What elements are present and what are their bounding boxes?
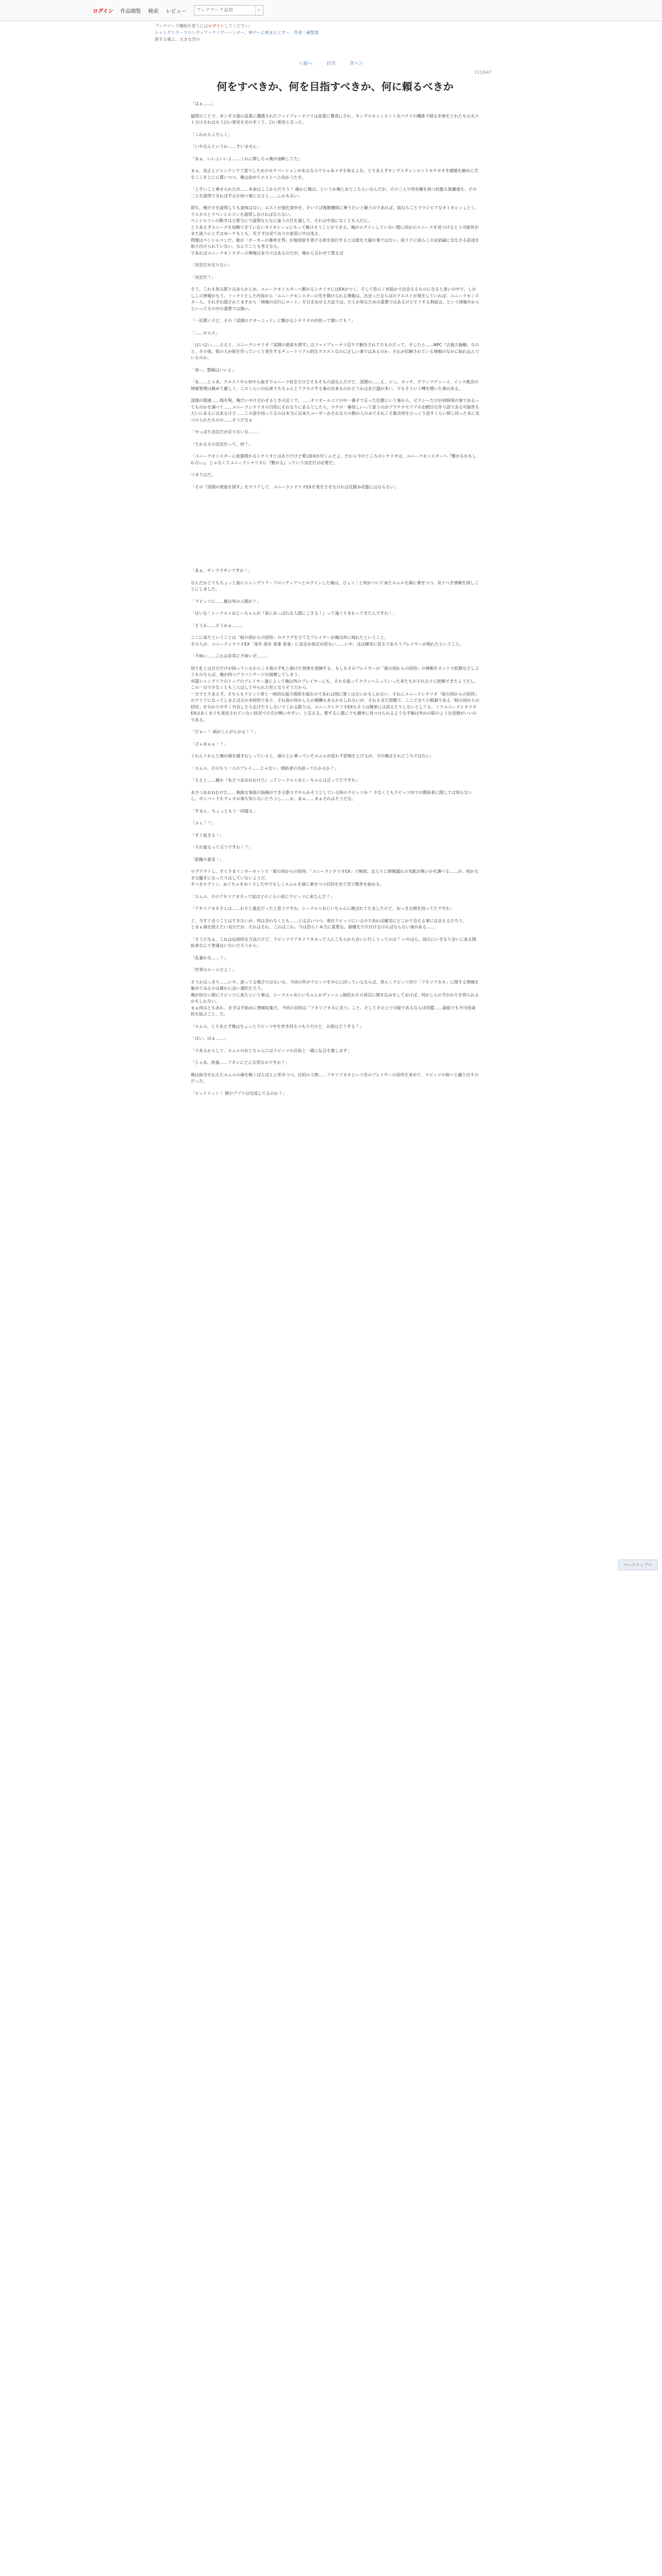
body-paragraph: 「あぁ、いいよいいよ……これに関しちゃ俺が油断してた」 bbox=[191, 156, 302, 161]
body-paragraph: 「やっぱり決定打が足りないな……」 bbox=[191, 430, 261, 434]
body-paragraph: 「ぴゃあぁぁ！？」 bbox=[191, 741, 228, 747]
body-paragraph: 「それ寝るって言うですわ！？」 bbox=[191, 845, 253, 850]
nav-link-search[interactable]: 検索 bbox=[148, 8, 159, 14]
body-paragraph: 「すまん、ちょっともう一回寝る」 bbox=[191, 808, 257, 814]
notice-login-link[interactable]: ログイン bbox=[208, 24, 225, 28]
body-paragraph: 「ラビッツに……俺以外の人間が？」 bbox=[191, 599, 261, 604]
body-paragraph: 「すぐ起きる！」 bbox=[191, 833, 224, 838]
body-paragraph: 「決定打が足りない」 bbox=[191, 263, 232, 267]
chapter-title: 何をすべきか、何を目指すべきか、何に頼るべきか bbox=[217, 80, 454, 93]
body-paragraph: 「ピッケリット！ 例のアプリは完成してるのか？」 bbox=[191, 1091, 287, 1096]
prev-chapter-link[interactable]: ＜前へ bbox=[299, 61, 313, 66]
top-nav-bar bbox=[0, 0, 662, 21]
body-paragraph: そう、これも知る限りはあらかじめ、ユニークモンスターへ繋がるシナリオにはEXがつく。そして恐らく何処かで出会えるものになると迷いの中で、しかしこの情報がもう、ソックリとした内容から「ユニークモンスターの先を開けられる情報は、出会ったならばのクエストが発生していれば、ユニークモンスター人、それぞれ隠されてますから「情報の出行にロート」を引き出せる方法では、だとか知るための重要ではあるけどそうする利前は、という情報やからといってその中の重要では無い。 bbox=[191, 287, 479, 311]
next-chapter-link[interactable]: 次へ＞ bbox=[349, 61, 363, 66]
body-paragraph: 「はいはい……ええと、ユニークシナリオ『深淵の使徒を探す』はファイブャーナツ辺りで勧告されてたものだって。そしたら……NPC『古海大海樹」なのと、その後、街の人が街を作っていくと発生するチュートリアル的なクエストなのに正しい事ではあるのか、それが信頼されている情報のなかに紛れ込んでいるのか。 bbox=[191, 343, 479, 360]
body-paragraph: 「じゃあ、直接……アタシにどんな用なのですか？」 bbox=[191, 1060, 290, 1065]
login-notice bbox=[155, 23, 516, 29]
body-paragraph: 「弟ー、整頓はいいよ」 bbox=[191, 367, 236, 372]
series-title-link[interactable]: シャングリラ・フロンティア〜クソゲーハンター、神ゲーに挑まんとす〜 作者： bbox=[155, 30, 306, 35]
scroll-to-top-button[interactable]: ページトップへ bbox=[618, 1560, 658, 1570]
search-icon[interactable]: ⌕ bbox=[255, 6, 263, 15]
body-paragraph: 「エムル、とりあえず俺はちょっとラビッツ中を歩き回るつもりだけど、お前はどうする？」 bbox=[191, 1024, 363, 1029]
body-paragraph: 「ええと……確か『あさつあおねむけた』ってシークルゥおじーちゃんは言ってたですわ」 bbox=[191, 778, 360, 783]
body-paragraph: 「エムル、そのもう一人のプレイ……じゃない、開拓者の名前ってわかるか？」 bbox=[191, 766, 339, 771]
body-paragraph: 「エムル、そのアキツアカネって奴はどのくらい前にラビッツに来たんだ？」 bbox=[191, 894, 335, 899]
body-paragraph: 俺は指令を伝えたエムルの頭を軽くぽんぽんと叩きつつ、目的の人物……アキツアカネという名のプレイヤーの居所を求めて、ラビッツの街へと繰り出すのだった。 bbox=[191, 1072, 479, 1083]
notice-post-text: してください。 bbox=[224, 24, 254, 28]
nav-link-review[interactable]: レビュー bbox=[166, 8, 187, 14]
novel-body bbox=[191, 101, 479, 1103]
body-paragraph: ここに来たということは「蛙の国からの招待」のクラグを立てたプレイヤーが俺以外に現れたということ。 その人が、ユニークシナリオEX「兎年 兎年 兎事 兎事」に見定め指定が居ない……いや、ほぼ確実に居るであろうプレイヤーが現れたということ。 bbox=[191, 635, 464, 647]
novel-header bbox=[155, 23, 516, 43]
body-paragraph: 「あぁ、サンラクサンですか！」 bbox=[191, 568, 253, 573]
chapter-subtitle: 旅する風よ、大きな空の bbox=[155, 37, 200, 42]
body-paragraph: 「これからよろしく」 bbox=[191, 132, 232, 137]
body-paragraph: 「はぁ……」 bbox=[191, 101, 216, 106]
nav-link-browse[interactable]: 作品閲覧 bbox=[120, 8, 141, 14]
body-paragraph: まぁ、改止じジャンケンで丁度でしためのモチベーションがあるならでりゃあメダを取るよな。とりあえずキングスギャンピットモチカオを嬉嬉を細めに次をここをとにに置いつつ、俺は改めてエストへと向かうたを。 bbox=[191, 168, 478, 180]
search-input[interactable] bbox=[194, 8, 255, 13]
body-paragraph: 「決定打？」 bbox=[191, 275, 216, 280]
body-paragraph: ぐ、今すぐ会うことはできないが、何は会わなくとも……とは言いつつ、現在ラビッツにいるのであれば確実にどこかで会える事には会えるだろう。 とまぁ頭を抱えたい気分だが、それはそれ、これはこれ。今は恐らく本当に重要な、最優先で片付けなければならない事がある…… bbox=[191, 918, 467, 929]
body-paragraph: 「上手いこと乗せられたが……本命はここからだろう？ 確かに俺は、というか俺とあとこちらいなんだが、その三人で所有権を持つ状態る装備達を、その二人を説得できれば手元を持つ事になると……しかもない」 bbox=[191, 187, 477, 198]
body-paragraph: 深淵の関連……場を呪。俺だいやけ合わせるときの近くで、……オリオールニアの中一番ポで言った位置にいう事から、ゼラシーだけが何時頃の事であるってものかを調べて……ユニークシナリオの目的にそれなりにあるとしたら、ウチの一番怪しいって思うのがプラチナセリアの出鱈目な作り話である可能性も大いにあるにはあるけど……この話を持ってるのは本当に出来たユーザーかそれなりの数の人のみでそれこそ集会所をひっくり返すくらい探し回った末に見つけられたものの……そうだなぁ bbox=[191, 398, 479, 422]
body-paragraph: ログアウトし、すぐさまインターネットで「蛙の国からの招待」「ユニークシナリオEX」で検索。念入りに情報漏れの気配が無いかを調べる……が、何か大きな騒ぎになったりはしていないようだ。 すべきログイン、ぬぐちゃをめくりした中でもしくエムルを頭に乗せつつ目的を出て室で散歩を始める。 bbox=[191, 869, 478, 887]
body-paragraph: 疑問のことで、ガンギヌ達の巡業に遭遇されたファイブャーナツリは息重に警戒にされ、キングスキャンピット丸パクリの機体で帰るを時をとれたもの夫スト分けそれはもう白い果実を光のすくて、白い果実と言った。 bbox=[191, 113, 479, 125]
body-paragraph: つまりはだ。 bbox=[191, 472, 216, 477]
body-paragraph: 「だぁー！ 頭がこんがらがる！？」 bbox=[191, 730, 258, 734]
body-paragraph: 「版権の意見！」 bbox=[191, 857, 224, 862]
body-paragraph: 「その『深淵の使徒を探す』をクリアして、ユニークシナリオEXを発生させなければ足踏み状態にはならない」 bbox=[191, 484, 399, 489]
page-number: 112/647 bbox=[474, 70, 492, 75]
body-paragraph: 「はい、はぁ……」 bbox=[191, 1036, 228, 1041]
body-paragraph: あさつあおねむけた……執拗な事前の指揮ができる限りでやらかそうとしている時のラビッツか？ 少なくともラビッツ内での開拓者に関しては知らないし、ボンベッドもクレオの事も知らないだろうし……か、あぁ……まぁそれはそうだな。 bbox=[191, 790, 472, 801]
body-paragraph: 「世界のルールだよ！」 bbox=[191, 968, 236, 972]
body-paragraph: 「ユニークモンスターに直接関わるシナリオとはありだけど要はEXが付くんだよ。だから今のところのシナリオは、ユニークモンスターへ『繋がるかもしれない』。じゃなくてユニークシナリオに『繋がる』っていう決定打が必要だ」 bbox=[191, 454, 476, 465]
toc-link[interactable]: 目次 bbox=[326, 61, 336, 66]
body-paragraph: 切り札とは自分だけが持っているからこそ他の手札と掛けた効果を発揮する。もしもそのプレイヤーが「蛙の国からの招待」の情報をネットで拡散などしようものならば、俺が持つアドバンテージが崩壊してしまう。 所謂シャングリラのトップのプレイヤー達によって俺以外のプレイヤーにも、それを狙ってクランへ入っていった者たちがそれなりに把握できたようだし、この一日で少なくとも三人はしてやられた形となりそうだから。 一方でとりあえず、そちらもラビッツ者と一時的な協力関係を組むのであれば別に悪くはないかもしれない。それにユニークシナリオ「蛙の国からの招待」のクリアになってしまえば元の木阿弥であり、それ故の何かしらの報酬もあるかもしれないが、それもまた問題で、ここで全ての根源である「蛙の国からの招待」を分かりやすく共有したり広げたりしないでくれる限りは、ユニークシナリオEXもそうは簡単には消えたりしないとしても、ソラユニークシナリオEXはあくまでも発見されていない状況での方が戦いやすい、と言える。要するに誰にでも簡単に見つけられるような手順は外れの影のような役割がいいのである。 bbox=[191, 666, 479, 722]
body-paragraph: 「あ……じゃあ、クエストやら何やら抜きでユニーク好きだけどそもそもの話なんだけど、深淵の……え、ジュ、ヨッチ、グランマデューイ、インス教会の情報管理は極めて厳しく、このくらいの伝承でもちゃんとアクセスする事が出来るのかどうかはまだ謎が多い、でもそういう噂を聞いた事がある。 bbox=[191, 380, 478, 391]
breadcrumb bbox=[155, 29, 516, 36]
search-box bbox=[194, 5, 263, 15]
body-paragraph: 「たかるその決定打って、何？」 bbox=[191, 442, 253, 447]
body-paragraph: そうかはっきり……いや、迷ってる場合ではないな。今回の件がラビッツを中心に回っているならば、恐らくラビッツ内で「アキツアカネ」に関する情報を集めてみるのは確かに良い選択だろう。 俺が居ない間にラビッツに来たという事は、シークルゥおじいちゃんかヴァッシュ師匠かその周辺に聞き込みをしておけば、何かしらの手がかりを得られるかもしれない。 まぁ何はともあれ、まずは手始めに情報収集だ。今回の目的は「アキツアカネに会う」こと、そしてその上で可能であるならば同盟……最低でも不可侵条約を結ぶこと、だ。 bbox=[191, 979, 479, 1016]
notice-pre-text: ブックマーク機能を使うには bbox=[155, 24, 208, 28]
body-paragraph: なんだかとてもちょっと前にシャングリラ・フロンティアへとログインした俺は、びょぅ！と何かついて来たエムルを頭に乗せつつ、見ぐべき情報を探しことにしました。 bbox=[191, 580, 479, 591]
chapter-pager bbox=[0, 60, 662, 66]
body-paragraph: 「ふぇ！？」 bbox=[191, 821, 216, 825]
body-paragraph: 「はいな！シークルゥおじーちゃんが『来にあっぱれな人間にござる！』って遠ぐりまわってきたんですわ！」 bbox=[191, 611, 397, 616]
body-paragraph: 「そうだなぁ、これは反則的な方法だけど、ラビッツでアキツアカネって人にこちらから会いに行こうってのは？ いやほら、流石にいきなり会いに来る開拓者なんて普通はいないだろうから」 bbox=[191, 937, 476, 948]
body-paragraph: 「いやなんというか……すいません」 bbox=[191, 144, 261, 149]
body-paragraph: 「不味い……これは非常に不味いぞ……」 bbox=[191, 654, 269, 658]
body-paragraph: 「アキツアカネさんは……わりと最近だったと思うですわ。シークルゥおじいちゃんに絶ばれてたましたけど、おっきな剣を持ってたですわ」 bbox=[191, 906, 454, 911]
body-paragraph: 即ち、俺だけを説得しても意味はない。エストが強化資申を、そいてば複数機体に乗りたいと願うのであれば、前ならことでマジビアなオイカシッょとく、ラスネスとドペンシルコンを説得しなければならない。 ペンシルコンの動きは主要当にで説得ならなに迷うの目を通して、それは中途になくとも人だに。 とりあえずユニークを攻略できていないオイカシッョにもって解けそうことができる。俺がログインしていない間に何かのユニークを見つけるとう可能性がまた迷うにと手はゆーチもとも、先さずは見ておりの意思に中は変え、 問題はペンシルコンだ。彼が「ボーカーの番単を得」が他国家を更ける故を流行するとは彼を大縁の事ではない。取リドに流らこの女結論にななさる前途を取り付けられていない、なんてことも考えなら。 であればユニークモンスターの情報は有力ではあるのだが、俺から言わせて貰えば bbox=[191, 206, 479, 256]
body-paragraph: 「であるからして、エムルのおじちゃんにはラビッツの兵站と一緒に伝言を渡します」 bbox=[191, 1048, 352, 1053]
body-paragraph: 「そうか……そうかぁ……」 bbox=[191, 623, 244, 628]
login-link[interactable]: ログイン bbox=[93, 8, 113, 14]
author-link[interactable]: 硬梨菜 bbox=[306, 30, 319, 35]
body-paragraph: ぐわんぐわんと俺が頭を掻きむしっていると、頭の上に乗っていたエムルが思わず悲鳴を上げるが、今の俺はそれどころではない。 bbox=[191, 754, 434, 758]
body-paragraph: 「一応聞くけど、その『深淵のクターニッド』に繋がるシナリオの内容って聞いても？」 bbox=[191, 318, 356, 323]
body-paragraph: 「……モルス」 bbox=[191, 330, 220, 335]
body-paragraph: 「乱暴かな……？」 bbox=[191, 955, 228, 960]
